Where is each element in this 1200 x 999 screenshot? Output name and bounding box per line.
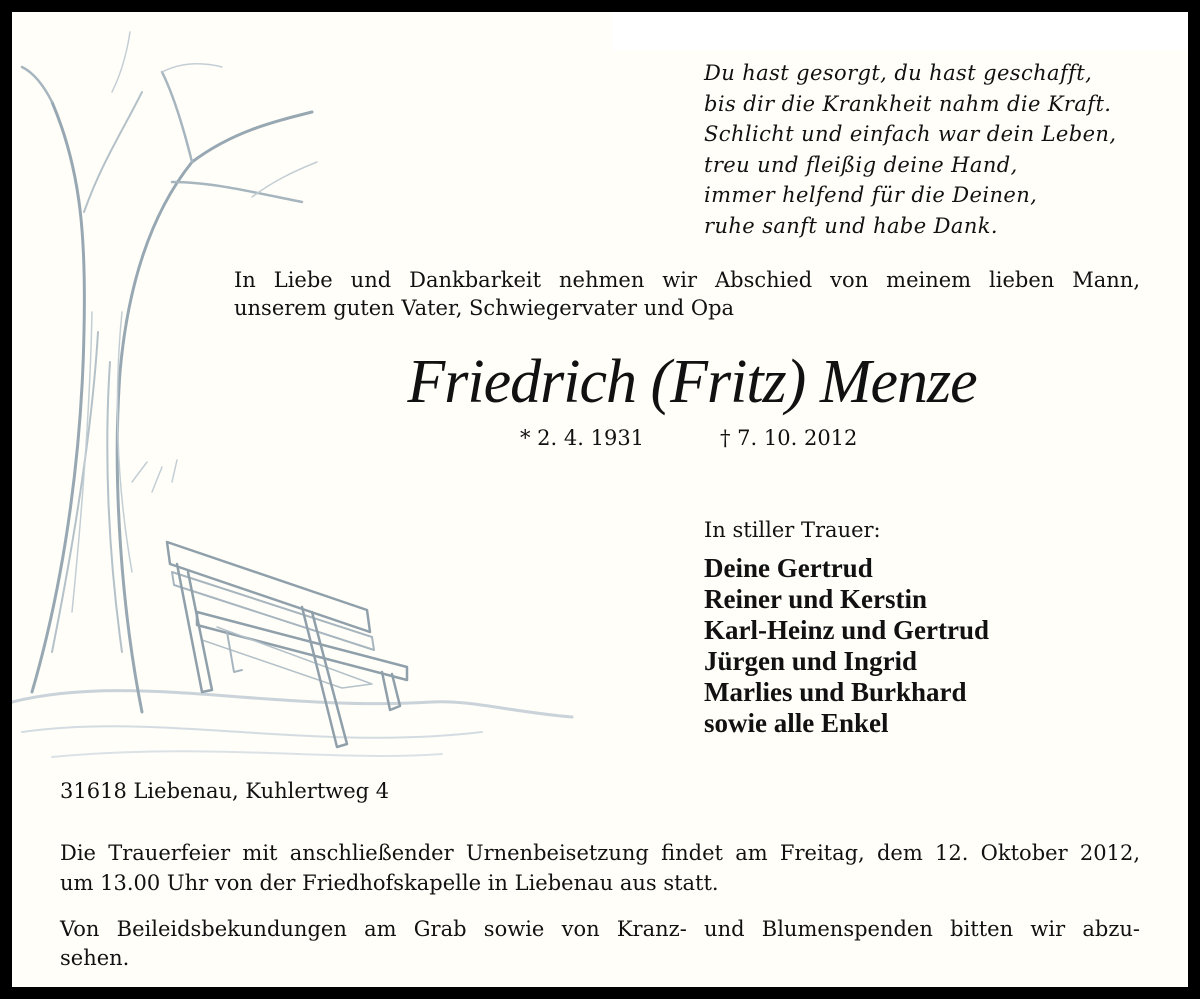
death-date: † 7. 10. 2012 xyxy=(720,426,858,450)
mourner-entry: sowie alle Enkel xyxy=(704,708,889,738)
condolence-line: Von Beileidsbekundungen am Grab sowie von Kranz- und Blumenspenden bitten wir abzu- xyxy=(60,917,1140,941)
memorial-poem xyxy=(704,58,1116,241)
funeral-info xyxy=(60,838,1140,898)
poem-line: immer helfend für die Deinen, xyxy=(704,183,1038,207)
poem-line: treu und fleißig deine Hand, xyxy=(704,152,1018,177)
funeral-line: um 13.00 Uhr von der Friedhofskapelle in Liebenau aus statt. xyxy=(60,871,719,895)
mourner-entry: Karl-Heinz und Gertrud xyxy=(704,615,989,645)
condolence-note xyxy=(60,915,1140,973)
family-address: 31618 Liebenau, Kuhlertweg 4 xyxy=(60,779,390,803)
intro-line: In Liebe und Dankbarkeit nehmen wir Abschied von meinem lieben Mann, xyxy=(234,268,1140,292)
mourner-entry: Jürgen und Ingrid xyxy=(704,646,918,676)
poem-line: bis dir die Krankheit nahm die Kraft. xyxy=(704,91,1112,116)
condolence-line: sehen. xyxy=(60,946,130,970)
top-right-notch xyxy=(612,12,1188,50)
mourner-entry: Marlies und Burkhard xyxy=(704,677,967,707)
poem-line: Du hast gesorgt, du hast geschafft, xyxy=(704,61,1093,85)
deceased-name: Friedrich (Fritz) Menze xyxy=(407,348,977,416)
intro-line: unserem guten Vater, Schwiegervater und Opa xyxy=(234,296,735,320)
mourners-list xyxy=(704,553,989,739)
funeral-line: Die Trauerfeier mit anschließender Urnenbeisetzung findet am Freitag, dem 12. Oktober 2012, xyxy=(60,841,1140,865)
mourner-entry: Reiner und Kerstin xyxy=(704,584,928,614)
poem-line: ruhe sanft und habe Dank. xyxy=(704,213,998,238)
mourning-label: In stiller Trauer: xyxy=(704,518,881,542)
farewell-intro xyxy=(234,266,1140,322)
birth-date: * 2. 4. 1931 xyxy=(520,426,645,450)
poem-line: Schlicht und einfach war dein Leben, xyxy=(704,122,1117,146)
mourner-entry: Deine Gertrud xyxy=(704,553,873,583)
